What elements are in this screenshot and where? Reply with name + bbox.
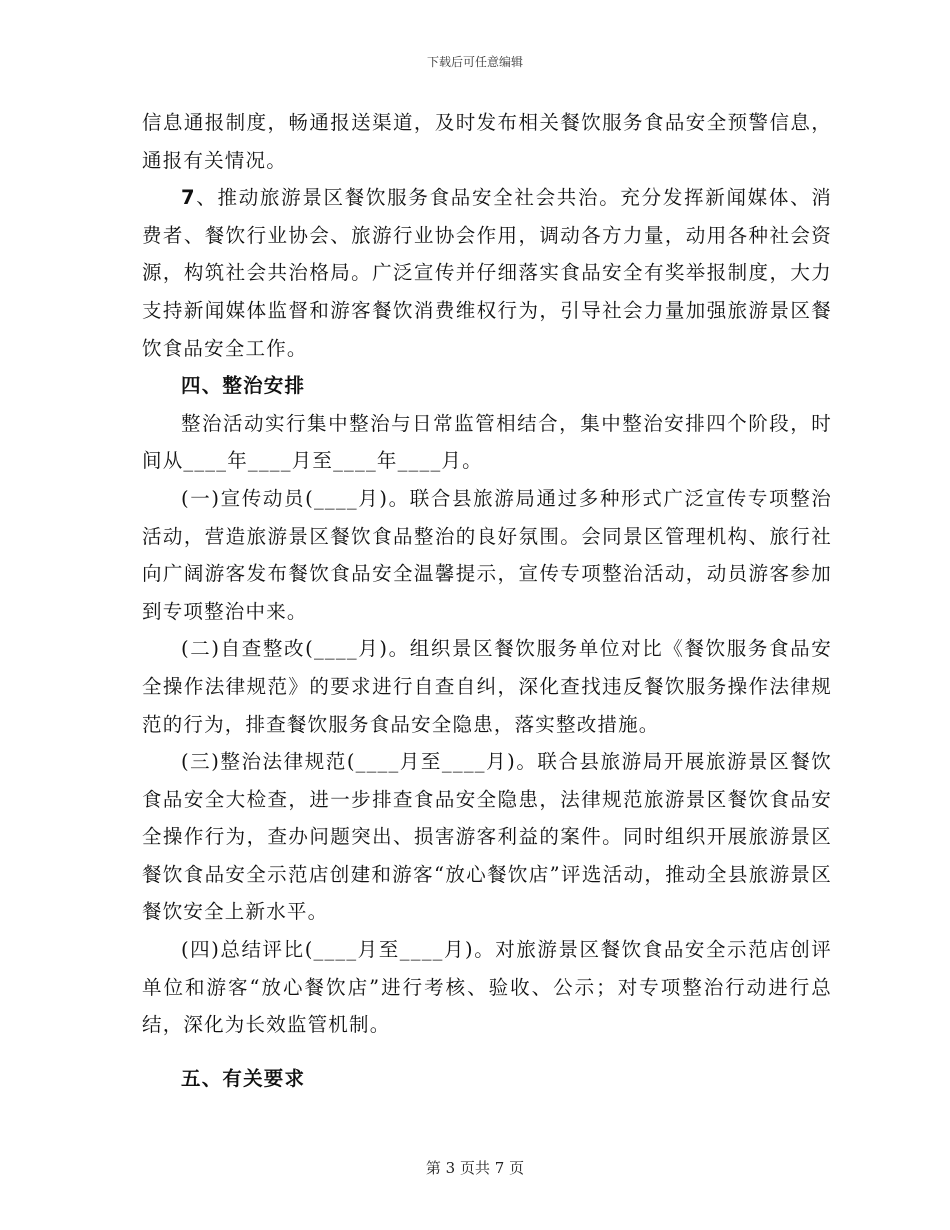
paragraph-stage-4: (四)总结评比(____月至____月)。对旅游景区餐饮食品安全示范店创评单位和游客“放心餐饮店”进行考核、验收、公示；对专项整治行动进行总结，深化为长效监管机制。 <box>142 938 832 1037</box>
paragraph-stage-3: (三)整治法律规范(____月至____月)。联合县旅游局开展旅游景区餐饮食品安全大检查，进一步排查食品安全隐患，法律规范旅游景区餐饮食品安全操作行为，查办问题突出、损害游客利益的案件。同时组织开展旅游景区餐饮食品安全示范店创建和游客“放心餐饮店”评选活动，推动全县旅游景区餐饮安全上新水平。 <box>142 750 832 924</box>
section-heading-4: 四、整治安排 <box>181 374 306 398</box>
paragraph-schedule-intro: 整治活动实行集中整治与日常监管相结合，集中整治安排四个阶段，时间从____年____月至____年____月。 <box>142 411 832 473</box>
item-number: 7 <box>181 186 196 210</box>
page-footer: 第 3 页共 7 页 <box>425 1159 525 1177</box>
section-heading-5: 五、有关要求 <box>181 1066 306 1090</box>
paragraph-stage-1: (一)宣传动员(____月)。联合县旅游局通过多种形式广泛宣传专项整治活动，营造旅游景区餐饮食品整治的良好氛围。会同景区管理机构、旅行社向广阔游客发布餐饮食品安全温馨提示，宣传专项整治活动，动员游客参加到专项整治中来。 <box>142 486 832 623</box>
page-header: 下载后可任意编辑 <box>426 55 523 69</box>
paragraph-item-7 <box>142 179 832 367</box>
item-7-text: 、推动旅游景区餐饮服务食品安全社会共治。充分发挥新闻媒体、消费者、餐饮行业协会、旅游行业协会作用，调动各方力量，动用各种社会资源，构筑社会共治格局。广泛宣传并仔细落实食品安全有奖举报制度，大力支持新闻媒体监督和游客餐饮消费维权行为，引导社会力量加强旅游景区餐饮食品安全工作。 <box>142 186 832 360</box>
document-body <box>142 104 832 1097</box>
paragraph-stage-2: (二)自查整改(____月)。组织景区餐饮服务单位对比《餐饮服务食品安全操作法律规范》的要求进行自查自纠，深化查找违反餐饮服务操作法律规范的行为，排查餐饮服务食品安全隐患，落实整改措施。 <box>142 637 832 736</box>
paragraph-info-reporting: 信息通报制度，畅通报送渠道，及时发布相关餐饮服务食品安全预警信息，通报有关情况。 <box>142 111 832 172</box>
